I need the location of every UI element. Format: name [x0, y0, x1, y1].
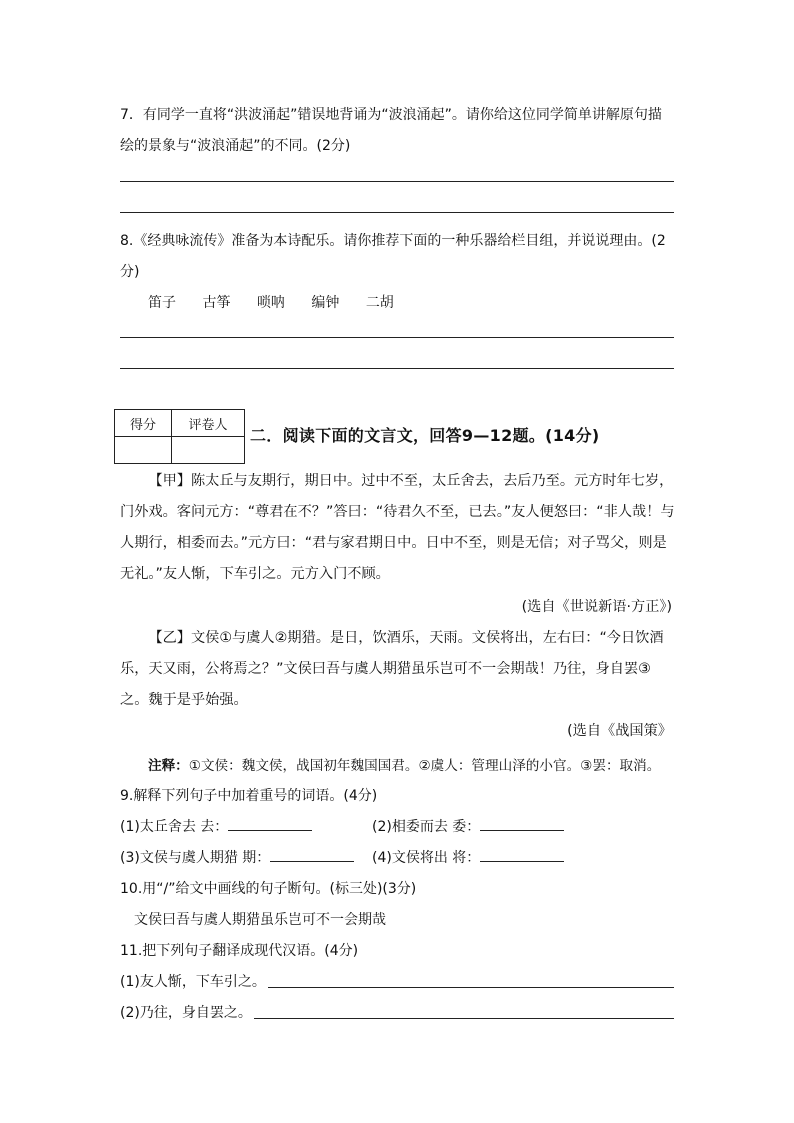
- q9-item-2: [372, 816, 564, 836]
- q8-line1: 8.《经典咏流传》准备为本诗配乐。请你推荐下面的一种乐器给栏目组，并说说理由。(2: [120, 233, 666, 249]
- q9-item-4: [372, 847, 564, 867]
- q8-answer-line-2[interactable]: [120, 368, 674, 369]
- notes-label: 注释：: [148, 758, 189, 774]
- q7-answer-line-1[interactable]: [120, 181, 674, 182]
- instrument-list: [148, 292, 416, 312]
- notes-text: ①文侯：魏文侯，战国初年魏国国君。②虞人：管理山泽的小官。③罢：取消。: [188, 758, 661, 774]
- q11-item-1-answer-line[interactable]: [268, 987, 674, 988]
- q10-title: 10.用“/”给文中画线的句子断句。(标三处)(3分): [120, 881, 417, 897]
- instrument-option: 古筝: [202, 295, 231, 311]
- q9-item-1-text: (1)太丘舍去 去：: [120, 819, 229, 835]
- score-header: 得分: [115, 410, 172, 437]
- q9-item-1-blank[interactable]: [228, 818, 312, 831]
- notes: [148, 754, 660, 774]
- instrument-option: 唢呐: [256, 295, 285, 311]
- score-cell[interactable]: [115, 437, 172, 464]
- passage-b: 【乙】文侯①与虞人②期猎。是日，饮酒乐，天雨。文侯将出，左右曰：“今日饮酒乐，天又雨，公将焉之？”文侯曰吾与虞人期猎虽乐岂可不一会期哉！乃往，身自罢③之。魏于是乎始强。: [120, 630, 664, 708]
- instrument-option: 笛子: [148, 295, 176, 311]
- q9-item-2-blank[interactable]: [480, 818, 564, 831]
- q9-title: 9.解释下列句子中加着重号的词语。(4分): [120, 788, 378, 804]
- passage-a: 【甲】陈太丘与友期行，期日中。过中不至，太丘舍去，去后乃至。元方时年七岁，门外戏。客问元方：“尊君在不？”答曰：“待君久不至，已去。”友人便怒曰：“非人哉！与人期行，相委而去。”元方曰：“君与家君期日中。日中不至，则是无信；对子骂父，则是无礼。”友人惭，下车引之。元方入门不顾。: [120, 473, 675, 582]
- q7-line1: 7．有同学一直将“洪波涌起”错误地背诵为“波浪涌起”。请你给这位同学简单讲解原句描: [120, 107, 662, 123]
- q9-item-4-text: (4)文侯将出 将：: [372, 850, 481, 866]
- q8-answer-line-1[interactable]: [120, 337, 674, 338]
- q9-item-2-text: (2)相委而去 委：: [372, 819, 481, 835]
- q11-title: 11.把下列句子翻译成现代汉语。(4分): [120, 943, 359, 959]
- q7-line2: 绘的景象与“波浪涌起”的不同。(2分): [120, 138, 351, 154]
- grader-cell[interactable]: [172, 437, 245, 464]
- q9-item-3: [120, 847, 354, 867]
- section-title: 二．阅读下面的文言文，回答9—12题。(14分): [250, 426, 600, 445]
- q8-line2: 分): [120, 264, 140, 280]
- q7-answer-line-2[interactable]: [120, 212, 674, 213]
- q11-item-2-answer-line[interactable]: [254, 1018, 674, 1019]
- grader-header: 评卷人: [172, 410, 245, 437]
- q11-item-2: (2)乃往，身自罢之。: [120, 1005, 252, 1021]
- instrument-option: 编钟: [311, 295, 340, 311]
- q9-item-3-blank[interactable]: [270, 849, 354, 862]
- q9-item-3-text: (3)文侯与虞人期猎 期：: [120, 850, 271, 866]
- q9-item-4-blank[interactable]: [480, 849, 564, 862]
- q9-item-1: [120, 816, 312, 836]
- passage-b-source: (选自《战国策》: [567, 723, 672, 739]
- score-table: [114, 409, 245, 464]
- instrument-option: 二胡: [365, 295, 394, 311]
- q11-item-1: (1)友人惭，下车引之。: [120, 974, 266, 990]
- q10-sentence: 文侯曰吾与虞人期猎虽乐岂可不一会期哉: [134, 912, 386, 928]
- passage-a-source: (选自《世说新语·方正》): [521, 599, 672, 615]
